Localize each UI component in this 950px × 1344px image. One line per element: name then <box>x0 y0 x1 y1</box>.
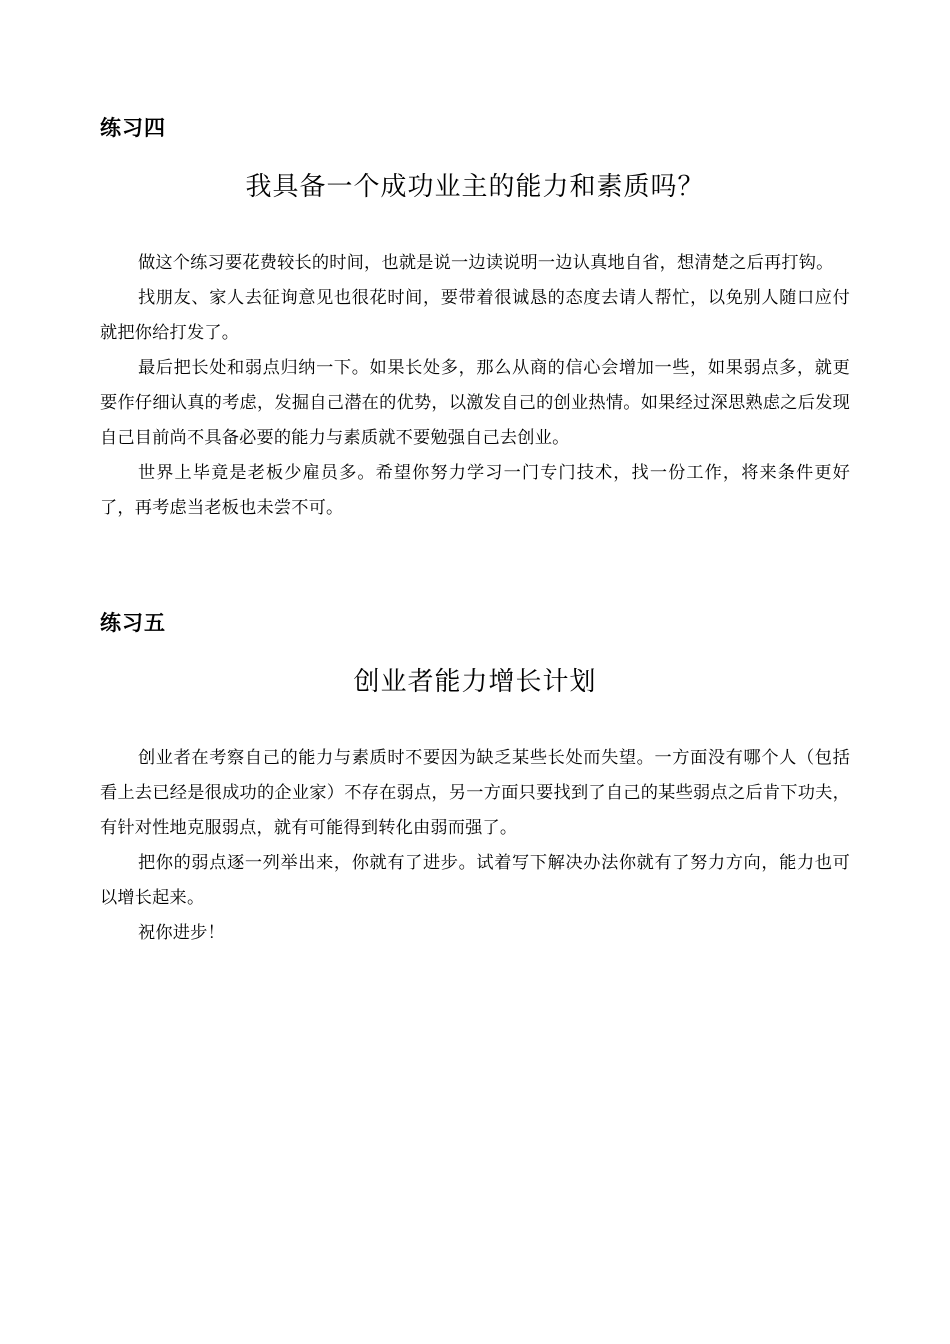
exercise-4-title: 我具备一个成功业主的能力和素质吗？ <box>245 172 705 202</box>
exercise-4-paragraph-1: 做这个练习要花费较长的时间，也就是说一边读说明一边认真地自省，想清楚之后再打钩。 <box>138 253 834 273</box>
exercise-5-paragraph-1: 创业者在考察自己的能力与素质时不要因为缺乏某些长处而失望。一方面没有哪个人（包括看上去已经是很成功的企业家）不存在弱点，另一方面只要找到了自己的某些弱点之后肯下功夫，有针对性地克服弱点，就有可能得到转化由弱而强了。 <box>100 748 850 838</box>
exercise-4-body <box>100 246 850 526</box>
exercise-5-label: 练习五 <box>100 611 166 635</box>
exercise-4-label: 练习四 <box>100 116 166 140</box>
exercise-5-title: 创业者能力增长计划 <box>353 667 597 697</box>
exercise-4-paragraph-4: 世界上毕竟是老板少雇员多。希望你努力学习一门专门技术，找一份工作，将来条件更好了，再考虑当老板也未尝不可。 <box>100 463 850 518</box>
exercise-5-paragraph-3: 祝你进步！ <box>138 923 225 943</box>
exercise-4-paragraph-2: 找朋友、家人去征询意见也很花时间，要带着很诚恳的态度去请人帮忙，以免别人随口应付就把你给打发了。 <box>100 288 850 343</box>
exercise-5-paragraph-2: 把你的弱点逐一列举出来，你就有了进步。试着写下解决办法你就有了努力方向，能力也可以增长起来。 <box>100 853 850 908</box>
exercise-5-body <box>100 741 850 951</box>
exercise-4-paragraph-3: 最后把长处和弱点归纳一下。如果长处多，那么从商的信心会增加一些，如果弱点多，就更要作仔细认真的考虑，发掘自己潜在的优势，以激发自己的创业热情。如果经过深思熟虑之后发现自己目前尚不具备必要的能力与素质就不要勉强自己去创业。 <box>100 358 850 448</box>
